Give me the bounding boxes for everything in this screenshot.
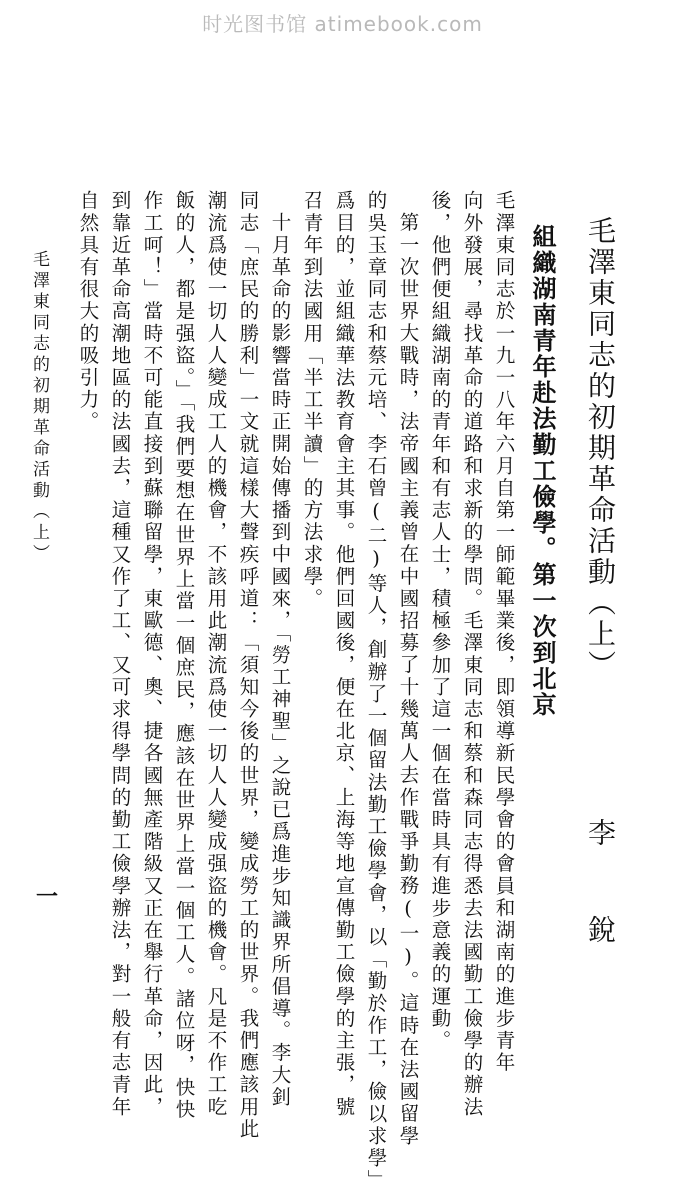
body-line: 同志「庶民的勝利」一文就這樣大聲疾呼道：「須知今後的世界，變成勞工的世界。我們應該用此: [236, 190, 260, 1141]
section-heading: 組織湖南青年赴法勤工儉學。第一次到北京: [528, 224, 556, 718]
body-line: 的吳玉章同志和蔡元培、李石曾(二)等人，創辦了一個留法勤工儉學會，以「勤於作工，儉以求學」: [364, 190, 388, 1192]
body-line: 潮流爲使一切人人變成工人的機會，不該用此潮流爲使一切人人變成强盜的機會。凡是不作工吃: [204, 190, 228, 1119]
watermark: 时光图书馆 atimebook.com: [202, 12, 483, 36]
body-line: 到靠近革命高潮地區的法國去，這種又作了工、又可求得學問的勤工儉學辦法，對一般有志青年: [108, 190, 132, 1119]
body-line: 自然具有很大的吸引力。: [76, 190, 100, 434]
page-number: 一: [36, 884, 59, 910]
running-head: 毛澤東同志的初期革命活動（上）: [29, 250, 49, 565]
body-line: 爲目的，並組織華法教育會主其事。他們回國後，便在北京、上海等地宣傳勤工儉學的主張，號: [332, 190, 356, 1119]
author-name: 李 銳: [584, 818, 617, 961]
body-line: 第一次世界大戰時，法帝國主義曾在中國招募了十幾萬人去作戰爭勤務(一)。這時在法國留學: [396, 212, 420, 1148]
article-title: 毛澤東同志的初期革命活動（上）: [584, 216, 617, 681]
body-line: 作工呵！」當時不可能直接到蘇聯留學，東歐德、奧、捷各國無產階級又正在舉行革命，因此，: [140, 190, 164, 1119]
body-line: 召青年到法國用「半工半讀」的方法求學。: [300, 190, 324, 610]
body-line: 向外發展，尋找革命的道路和求新的學問。毛澤東同志和蔡和森同志得悉去法國勤工儉學的辦法: [460, 190, 484, 1119]
book-page: [29, 190, 655, 1192]
body-line: 後，他們便組織湖南的青年和有志人士，積極參加了這一個在當時具有進步意義的運動。: [428, 190, 452, 1052]
body-line: 毛澤東同志於一九一八年六月自第一師範畢業後，即領導新民學會的會員和湖南的進步青年: [492, 190, 516, 1074]
body-line: 十月革命的影響當時正開始傳播到中國來，「勞工神聖」之說已爲進步知識界所倡導。李大釗: [268, 212, 292, 1109]
body-line: 飯的人，都是强盜。」「我們要想在世界上當一個庶民，應該在世界上當一個工人。諸位呀，快快: [172, 190, 196, 1121]
